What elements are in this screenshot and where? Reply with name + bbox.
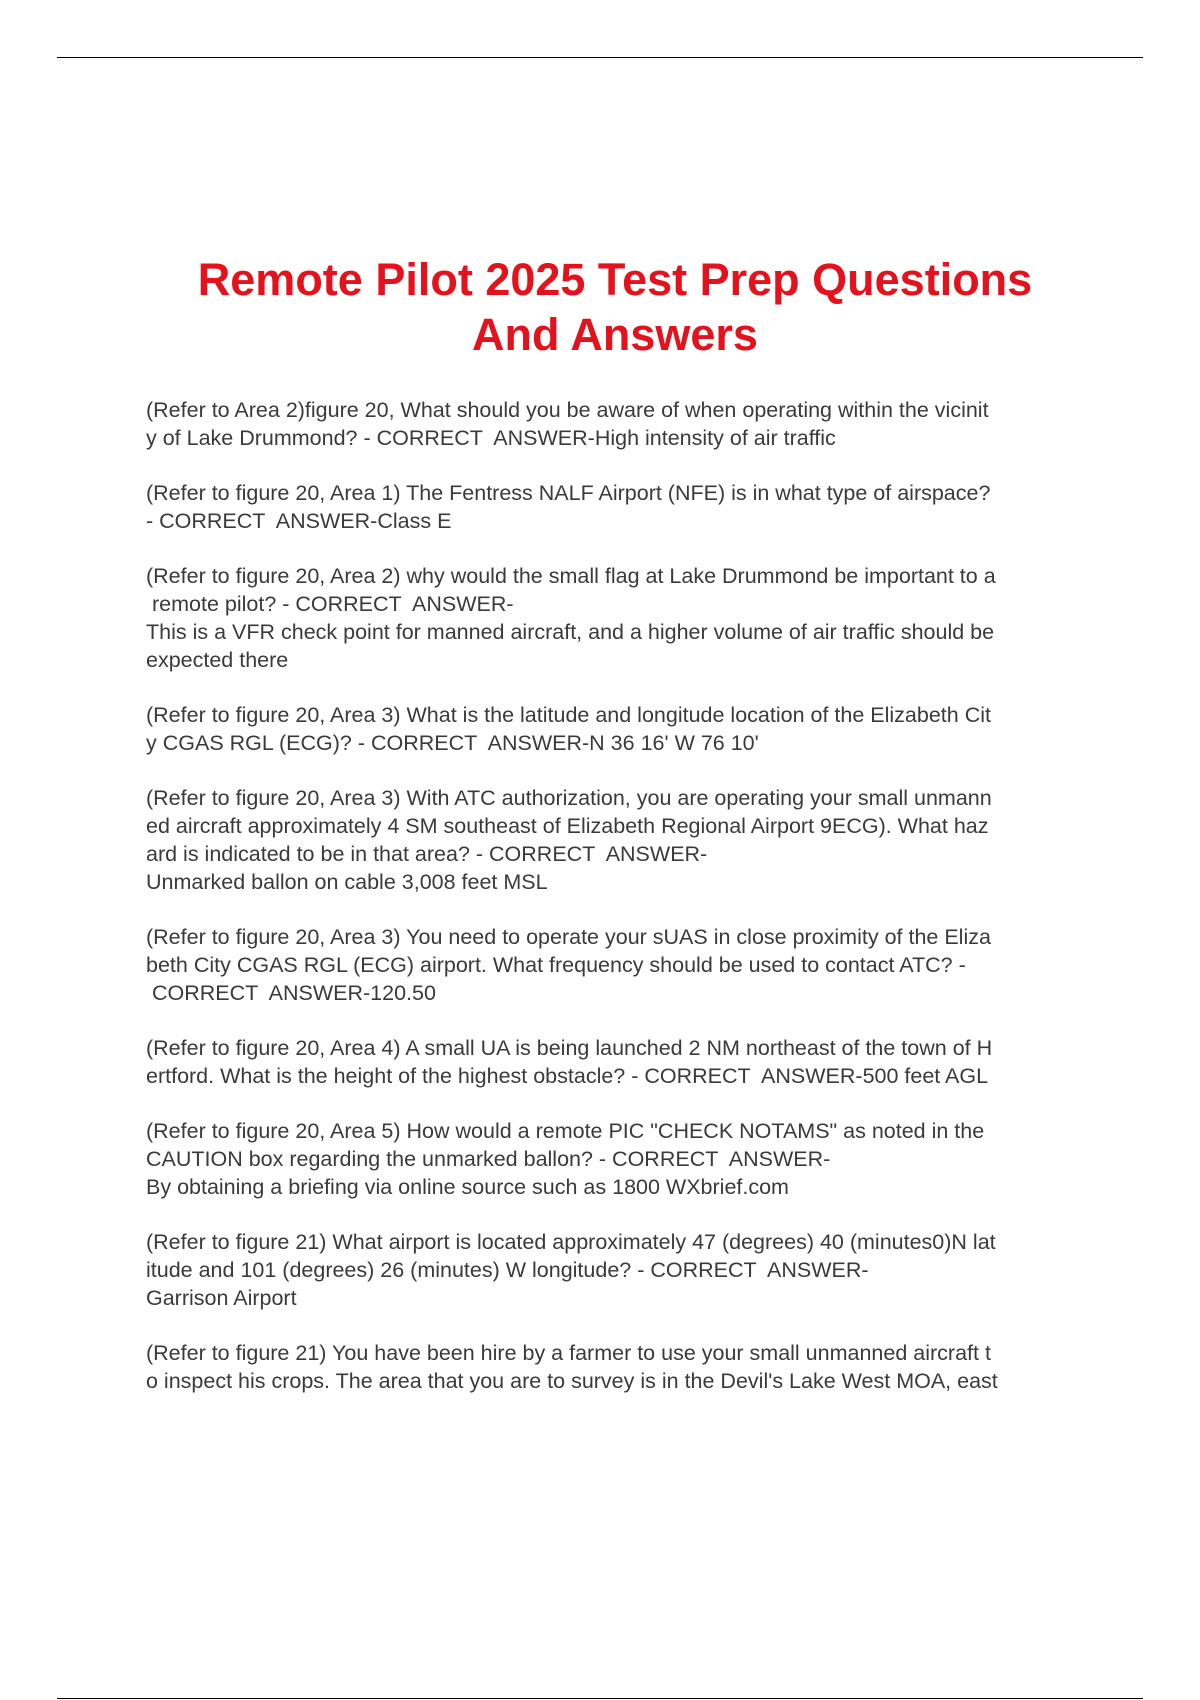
qa-line: (Refer to figure 20, Area 1) The Fentress NALF Airport (NFE) is in what type of airspace? [146,481,991,505]
qa-line: (Refer to figure 20, Area 5) How would a remote PIC "CHECK NOTAMS" as noted in the [146,1119,985,1143]
qa-line: itude and 101 (degrees) 26 (minutes) W longitude? - CORRECT ANSWER- [146,1258,869,1282]
qa-line: By obtaining a briefing via online source such as 1800 WXbrief.com [146,1175,789,1199]
qa-item [146,923,1091,1007]
qa-line: ertford. What is the height of the highest obstacle? - CORRECT ANSWER-500 feet AGL [146,1064,989,1088]
qa-line: CORRECT ANSWER-120.50 [146,981,436,1005]
qa-item [146,1117,1091,1201]
qa-item [146,701,1091,757]
qa-line: (Refer to Area 2)figure 20, What should you be aware of when operating within the vicinit [146,398,989,422]
qa-line: y CGAS RGL (ECG)? - CORRECT ANSWER-N 36 16' W 76 10' [146,731,759,755]
document-title [120,252,1110,362]
qa-line: y of Lake Drummond? - CORRECT ANSWER-High intensity of air traffic [146,426,836,450]
qa-line: This is a VFR check point for manned aircraft, and a higher volume of air traffic should be [146,620,995,644]
title-line: And Answers [472,309,758,360]
qa-line: (Refer to figure 21) What airport is located approximately 47 (degrees) 40 (minutes0)N lat [146,1230,996,1254]
bottom-rule [57,1698,1143,1699]
qa-line: (Refer to figure 20, Area 2) why would the small flag at Lake Drummond be important to a [146,564,996,588]
qa-line: ed aircraft approximately 4 SM southeast of Elizabeth Regional Airport 9ECG). What haz [146,814,989,838]
qa-line: - CORRECT ANSWER-Class E [146,509,452,533]
qa-line: ard is indicated to be in that area? - CORRECT ANSWER- [146,842,708,866]
qa-item [146,479,1091,535]
qa-line: expected there [146,648,289,672]
qa-line: (Refer to figure 20, Area 3) With ATC authorization, you are operating your small unmann [146,786,992,810]
qa-item [146,562,1091,674]
qa-line: o inspect his crops. The area that you are to survey is in the Devil's Lake West MOA, east [146,1369,998,1393]
qa-item [146,1339,1091,1395]
qa-line: CAUTION box regarding the unmarked ballon? - CORRECT ANSWER- [146,1147,831,1171]
qa-line: (Refer to figure 20, Area 3) What is the latitude and longitude location of the Elizabeth Cit [146,703,991,727]
qa-line: (Refer to figure 20, Area 4) A small UA is being launched 2 NM northeast of the town of H [146,1036,993,1060]
qa-list [146,396,1091,1422]
qa-item [146,1034,1091,1090]
qa-line: beth City CGAS RGL (ECG) airport. What frequency should be used to contact ATC? - [146,953,966,977]
qa-item [146,784,1091,896]
top-rule [57,57,1143,58]
qa-line: remote pilot? - CORRECT ANSWER- [146,592,514,616]
qa-line: (Refer to figure 20, Area 3) You need to operate your sUAS in close proximity of the Eliza [146,925,991,949]
title-line: Remote Pilot 2025 Test Prep Questions [197,254,1033,305]
qa-item [146,1228,1091,1312]
qa-line: Unmarked ballon on cable 3,008 feet MSL [146,870,548,894]
qa-line: (Refer to figure 21) You have been hire by a farmer to use your small unmanned aircraft t [146,1341,991,1365]
qa-item [146,396,1091,452]
qa-line: Garrison Airport [146,1286,297,1310]
